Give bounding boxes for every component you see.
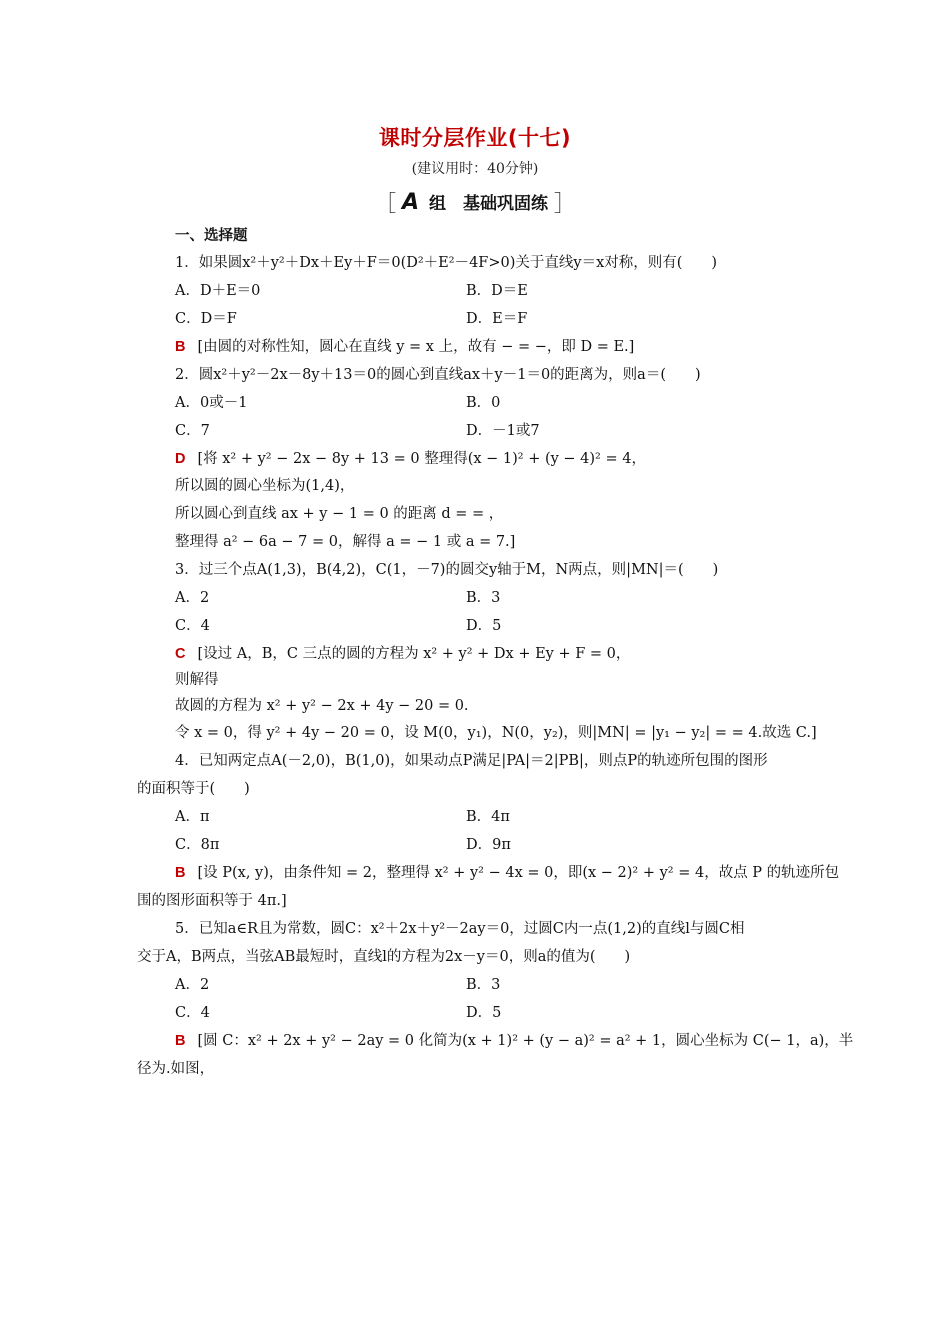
suggested-time: (建议用时：40分钟) [411, 161, 539, 177]
right-bracket-icon: ］ [553, 192, 576, 217]
q4-option-b: B．4π [466, 809, 510, 825]
question-2: 2．圆x²＋y²－2x－8y＋13＝0的圆心到直线ax＋y－1＝0的距离为，则a＝( ) [175, 367, 701, 383]
answer-5-line-2: 径为.如图， [137, 1061, 215, 1077]
q4-option-a: A．π [175, 809, 210, 825]
q1-option-b: B．D＝E [466, 283, 528, 299]
q1-option-c: C．D＝F [175, 311, 237, 327]
answer-3-line-4: 令 x = 0，得 y² + 4y − 20 = 0，设 M(0，y₁)，N(0，y₂)，则|MN| = |y₁ − y₂| = = 4.故选 C.] [175, 725, 817, 741]
q5-option-d: D．5 [466, 1005, 502, 1021]
q1-option-a: A．D＋E＝0 [175, 283, 261, 299]
q2-option-d: D．－1或7 [466, 423, 540, 439]
answer-3-line-3: 故圆的方程为 x² + y² − 2x + 4y − 20 = 0. [175, 698, 469, 714]
answer-5-letter: B [175, 1033, 186, 1049]
answer-3 [175, 644, 630, 664]
q5-option-b: B．3 [466, 977, 501, 993]
q3-option-c: C．4 [175, 618, 210, 634]
answer-2 [175, 449, 646, 469]
answer-3-letter: C [175, 646, 186, 662]
q2-option-b: B．0 [466, 395, 501, 411]
q4-option-c: C．8π [175, 837, 220, 853]
answer-4-text: [设 P(x, y)，由条件知 = 2，整理得 x² + y² − 4x = 0，即(x − 2)² + y² = 4，故点 P 的轨迹所包 [197, 865, 840, 881]
q3-option-d: D．5 [466, 618, 502, 634]
q2-option-a: A．0或－1 [175, 395, 248, 411]
group-label: 组 基础巩固练 [428, 194, 548, 214]
answer-2-line-4: 整理得 a² − 6a − 7 = 0，解得 a = − 1 或 a = 7.] [175, 534, 516, 550]
question-3: 3．过三个点A(1,3)，B(4,2)，C(1，－7)的圆交y轴于M，N两点，则|MN|＝( ) [175, 562, 719, 578]
q4-option-d: D．9π [466, 837, 511, 853]
answer-3-text: [设过 A，B，C 三点的圆的方程为 x² + y² + Dx + Ey + F = 0， [197, 646, 631, 662]
question-5: 5．已知a∈R且为常数，圆C：x²＋2x＋y²－2ay＝0，过圆C内一点(1,2)的直线l与圆C相 [175, 921, 745, 937]
answer-4-line-2: 围的图形面积等于 4π.] [137, 893, 287, 909]
q2-option-c: C．7 [175, 423, 210, 439]
question-4-line-2: 的面积等于( ) [137, 781, 250, 797]
q5-option-a: A．2 [175, 977, 210, 993]
answer-2-letter: D [175, 451, 186, 467]
left-bracket-icon: ［ [374, 192, 397, 217]
section-heading: 一、选择题 [175, 228, 248, 244]
question-5-line-2: 交于A，B两点，当弦AB最短时，直线l的方程为2x－y＝0，则a的值为( ) [137, 949, 631, 965]
q5-option-c: C．4 [175, 1005, 210, 1021]
group-letter: A [402, 190, 420, 215]
question-1: 1．如果圆x²＋y²＋Dx＋Ey＋F＝0(D²＋E²－4F>0)关于直线y＝x对称，则有( ) [175, 255, 718, 271]
answer-5-text: [圆 C：x² + 2x + y² − 2ay = 0 化简为(x + 1)² + (y − a)² = a² + 1，圆心坐标为 C(− 1，a)，半 [197, 1033, 854, 1049]
q1-option-d: D．E＝F [466, 311, 528, 327]
answer-2-line-3: 所以圆心到直线 ax + y − 1 = 0 的距离 d = = ， [175, 506, 504, 522]
page-title: 课时分层作业(十七) [378, 126, 572, 150]
answer-3-line-2: 则解得 [175, 672, 219, 688]
answer-1 [175, 337, 634, 357]
q3-option-a: A．2 [175, 590, 210, 606]
answer-1-text: [由圆的对称性知，圆心在直线 y = x 上，故有 − = −，即 D = E.] [197, 339, 635, 355]
answer-1-letter: B [175, 339, 186, 355]
answer-5 [175, 1031, 853, 1051]
answer-4-letter: B [175, 865, 186, 881]
q3-option-b: B．3 [466, 590, 501, 606]
answer-4 [175, 863, 839, 883]
answer-2-text: [将 x² + y² − 2x − 8y + 13 = 0 整理得(x − 1)² + (y − 4)² = 4， [197, 451, 646, 467]
answer-2-line-2: 所以圆的圆心坐标为(1,4)， [175, 478, 355, 494]
question-4: 4．已知两定点A(－2,0)，B(1,0)，如果动点P满足|PA|＝2|PB|，则点P的轨迹所包围的图形 [175, 753, 768, 769]
group-banner [0, 187, 950, 218]
